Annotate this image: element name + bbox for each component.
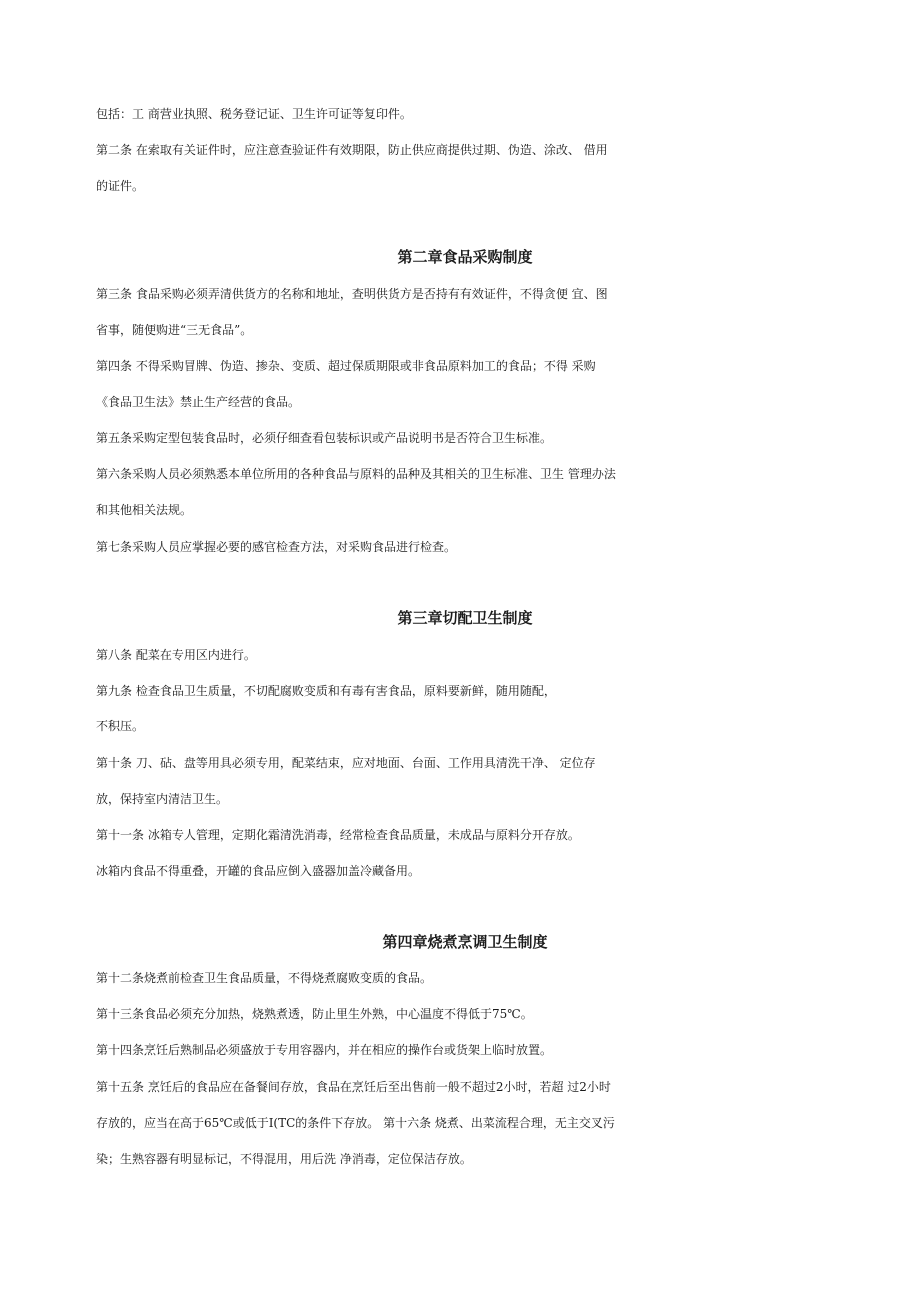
ch3-line-6: 第十一条 冰箱专人管理，定期化霜清洗消毒，经常检查食品质量，未成品与原料分开存放。 [96,828,580,842]
ch4-line-2: 第十三条食品必须充分加热，烧熟煮透，防止里生外熟，中心温度不得低于75℃。 [96,1007,533,1021]
chapter-4-title: 第四章烧煮烹调卫生制度 [382,933,548,951]
intro-line-3: 的证件。 [96,179,145,193]
ch4-line-1: 第十二条烧煮前检查卫生食品质量，不得烧煮腐败变质的食品。 [96,971,433,985]
ch2-line-7: 和其他相关法规。 [96,503,193,517]
ch2-line-5: 第五条采购定型包装食品时，必须仔细查看包装标识或产品说明书是否符合卫生标准。 [96,431,553,445]
ch3-line-2: 第九条 检查食品卫生质量，不切配腐败变质和有毒有害食品，原料要新鲜，随用随配， [96,684,556,698]
ch3-line-1: 第八条 配菜在专用区内进行。 [96,648,256,662]
ch4-line-6: 染；生熟容器有明显标记，不得混用，用后洗 净消毒，定位保洁存放。 [96,1152,472,1166]
ch4-line-5: 存放的，应当在高于65℃或低于I(TC的条件下存放。 第十六条 烧煮、出菜流程合理，无主交叉污 [96,1116,615,1130]
intro-line-1: 包括：工 商营业执照、税务登记证、卫生许可证等复印件。 [96,107,412,121]
ch4-line-3: 第十四条烹饪后熟制品必须盛放于专用容器内，并在相应的操作台或货架上临时放置。 [96,1043,553,1057]
ch4-line-4: 第十五条 烹饪后的食品应在备餐间存放，食品在烹饪后至出售前一般不超过2小时，若超 过2小时 [96,1080,611,1094]
ch2-line-8: 第七条采购人员应掌握必要的感官检查方法，对采购食品进行检查。 [96,540,457,554]
chapter-3-title: 第三章切配卫生制度 [397,609,533,627]
ch3-line-7: 冰箱内食品不得重叠，开罐的食品应倒入盛器加盖冷藏备用。 [96,864,421,878]
ch2-line-6: 第六条采购人员必须熟悉本单位所用的各种食品与原料的品种及其相关的卫生标准、卫生 管理办法 [96,467,616,481]
ch3-line-4: 第十条 刀、砧、盘等用具必须专用，配菜结束，应对地面、台面、工作用具清洗干净、 定位存 [96,756,596,770]
intro-line-2: 第二条 在索取有关证件时，应注意查验证件有效期限，防止供应商提供过期、伪造、涂改、 借用 [96,143,608,157]
ch3-line-3: 不积压。 [96,719,145,733]
ch3-line-5: 放，保持室内清洁卫生。 [96,792,229,806]
ch2-line-3: 第四条 不得采购冒牌、伪造、掺杂、变质、超过保质期限或非食品原料加工的食品；不得 采购 [96,359,596,373]
ch2-line-1: 第三条 食品采购必须弄清供货方的名称和地址，查明供货方是否持有有效证件，不得贪便 宜、图 [96,287,608,301]
ch2-line-2: 省事，随便购进“三无食品”。 [96,323,253,337]
ch2-line-4: 《食品卫生法》禁止生产经营的食品。 [96,395,301,409]
chapter-2-title: 第二章食品采购制度 [397,248,533,266]
